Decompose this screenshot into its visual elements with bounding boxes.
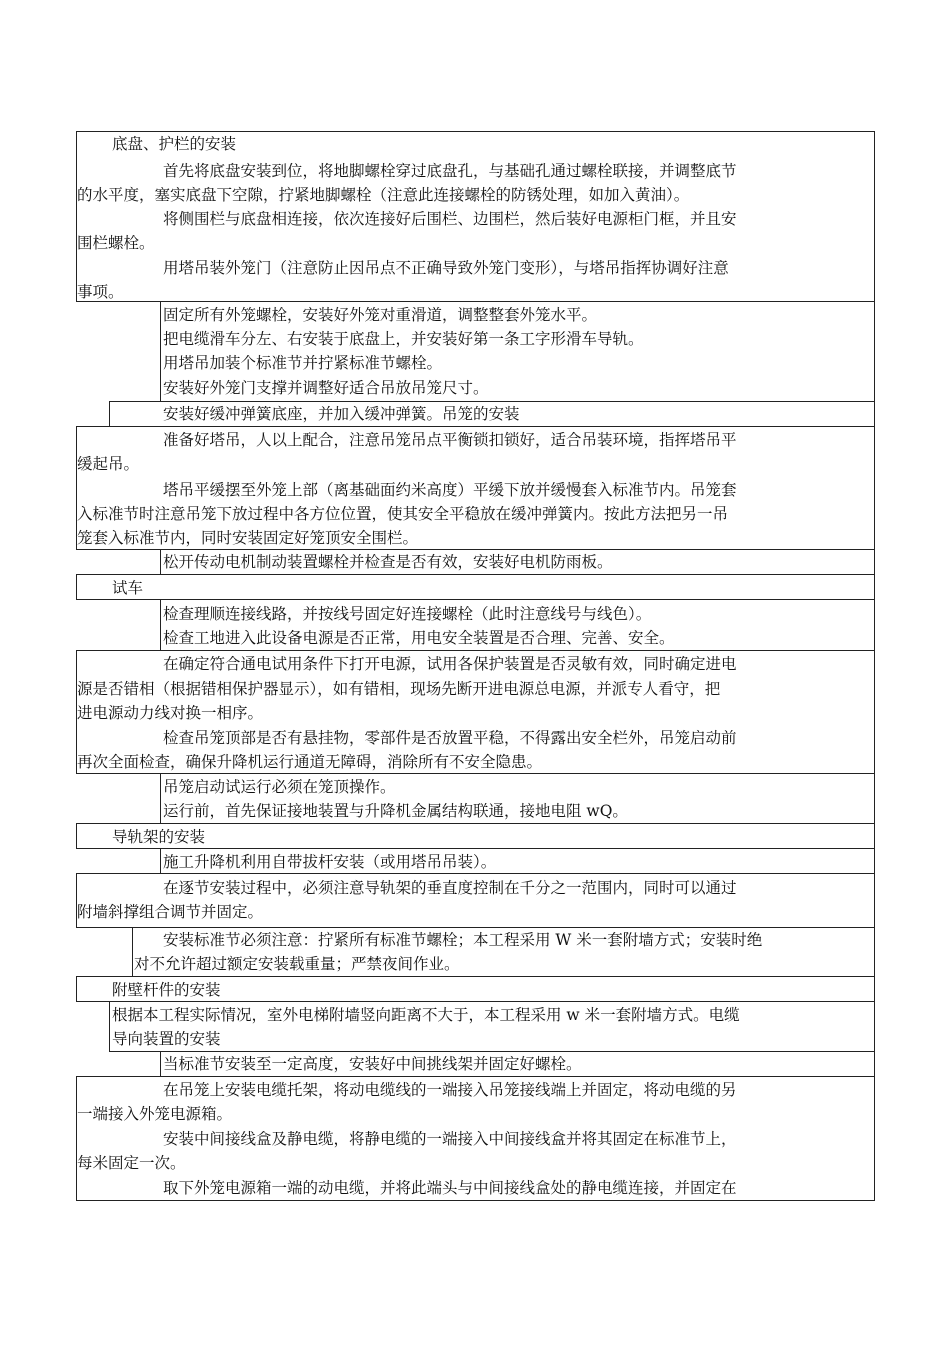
trial-power-paragraph-2-line-1: 检查吊笼顶部是否有悬挂物，零部件是否放置平稳，不得露出安全栏外，吊笼启动前 [163,729,737,747]
trial-run-line-2: 运行前，首先保证接地装置与升降机金属结构联通，接地电阻 wQ。 [163,802,628,820]
chassis-paragraph-3-line-1: 用塔吊装外笼门（注意防止因吊点不正确导致外笼门变形），与塔吊指挥协调好注意 [163,259,729,277]
cage-paragraph-1-line-1: 准备好塔吊，人以上配合，注意吊笼吊点平衡锁扣锁好，适合吊装环境，指挥塔吊平 [163,431,737,449]
standard-section-line-1: 安装标准节必须注意：拧紧所有标准节螺栓；本工程采用 W 米一套附墙方式；安装时绝 [163,931,763,949]
guide-vertical-line-1: 在逐节安装过程中，必须注意导轨架的垂直度控制在千分之一范围内，同时可以通过 [163,879,737,897]
trial-power-paragraph-1-line-1: 在确定符合通电试用条件下打开电源，试用各保护装置是否灵敏有效，同时确定进电 [163,655,737,673]
trial-power-paragraph-1-line-2: 源是否错相（根据错相保护器显示），如有错相，现场先断开进电源总电源，并派专人看守，把 [77,680,721,698]
section-heading-trial: 试车 [112,579,144,597]
wall-text-line-2: 导向装置的安装 [112,1030,221,1048]
section-heading-chassis: 底盘、护栏的安装 [112,135,237,153]
chassis-paragraph-2-line-2: 围栏螺栓。 [77,234,155,252]
cage-paragraph-2-line-1: 塔吊平缓摆至外笼上部（离基础面约米高度）平缓下放并缓慢套入标准节内。吊笼套 [163,481,737,499]
cable-paragraph-2-line-2: 每米固定一次。 [77,1154,186,1172]
cable-paragraph-2-line-1: 安装中间接线盒及静电缆，将静电缆的一端接入中间接线盒并将其固定在标准节上， [163,1130,737,1148]
chassis-paragraph-2-line-1: 将侧围栏与底盘相连接，依次连接好后围栏、边围栏，然后装好电源柜门框，并且安 [163,210,737,228]
cable-paragraph-1-line-2: 一端接入外笼电源箱。 [77,1105,233,1123]
section-heading-guide-rail: 导轨架的安装 [112,828,206,846]
chassis-paragraph-3-line-2: 事项。 [77,283,124,301]
trial-heading-box [76,574,875,600]
cage-paragraph-2-line-3: 笼套入标准节内，同时安装固定好笼顶安全围栏。 [77,529,419,547]
trial-power-paragraph-1-line-3: 进电源动力线对换一相序。 [77,704,264,722]
trial-checks-line-2: 检查工地进入此设备电源是否正常，用电安全装置是否合理、完善、安全。 [163,629,675,647]
outer-cage-line-1: 固定所有外笼螺栓，安装好外笼对重滑道，调整整套外笼水平。 [163,306,598,324]
trial-power-paragraph-2-line-2: 再次全面检查，确保升降机运行通道无障碍，消除所有不安全隐患。 [77,753,543,771]
junction-rack-line: 当标准节安装至一定高度，安装好中间挑线架并固定好螺栓。 [163,1055,582,1073]
guide-vertical-line-2: 附墙斜撑组合调节并固定。 [77,903,264,921]
buffer-line: 安装好缓冲弹簧底座，并加入缓冲弹簧。吊笼的安装 [163,405,520,423]
standard-section-line-2: 对不允许超过额定安装载重量；严禁夜间作业。 [134,955,460,973]
guide-install-line: 施工升降机利用自带拔杆安装（或用塔吊吊装）。 [163,853,497,871]
cable-paragraph-3-line-1: 取下外笼电源箱一端的动电缆，并将此端头与中间接线盒处的静电缆连接，并固定在 [163,1179,737,1197]
chassis-paragraph-1-line-1: 首先将底盘安装到位，将地脚螺栓穿过底盘孔，与基础孔通过螺栓联接，并调整底节 [163,162,737,180]
outer-cage-line-4: 安装好外笼门支撑并调整好适合吊放吊笼尺寸。 [163,379,489,397]
outer-cage-line-3: 用塔吊加装个标准节并拧紧标准节螺栓。 [163,354,443,372]
trial-run-line-1: 吊笼启动试运行必须在笼顶操作。 [163,778,396,796]
cage-paragraph-2-line-2: 入标准节时注意吊笼下放过程中各方位位置，使其安全平稳放在缓冲弹簧内。按此方法把另一吊 [77,505,729,523]
chassis-paragraph-1-line-2: 的水平度，塞实底盘下空隙，拧紧地脚螺栓（注意此连接螺栓的防锈处理，如加入黄油）。 [77,186,690,204]
trial-checks-line-1: 检查理顺连接线路，并按线号固定好连接螺栓（此时注意线号与线色）。 [163,605,652,623]
cable-paragraph-1-line-1: 在吊笼上安装电缆托架，将动电缆线的一端接入吊笼接线端上并固定，将动电缆的另 [163,1081,737,1099]
section-heading-wall-attachment: 附壁杆件的安装 [112,981,221,999]
motor-line: 松开传动电机制动装置螺栓并检查是否有效，安装好电机防雨板。 [163,553,613,571]
outer-cage-line-2: 把电缆滑车分左、右安装于底盘上，并安装好第一条工字形滑车导轨。 [163,330,644,348]
cage-paragraph-1-line-2: 缓起吊。 [77,455,140,473]
wall-text-line-1: 根据本工程实际情况，室外电梯附墙竖向距离不大于，本工程采用 w 米一套附墙方式。电缆 [112,1006,740,1024]
